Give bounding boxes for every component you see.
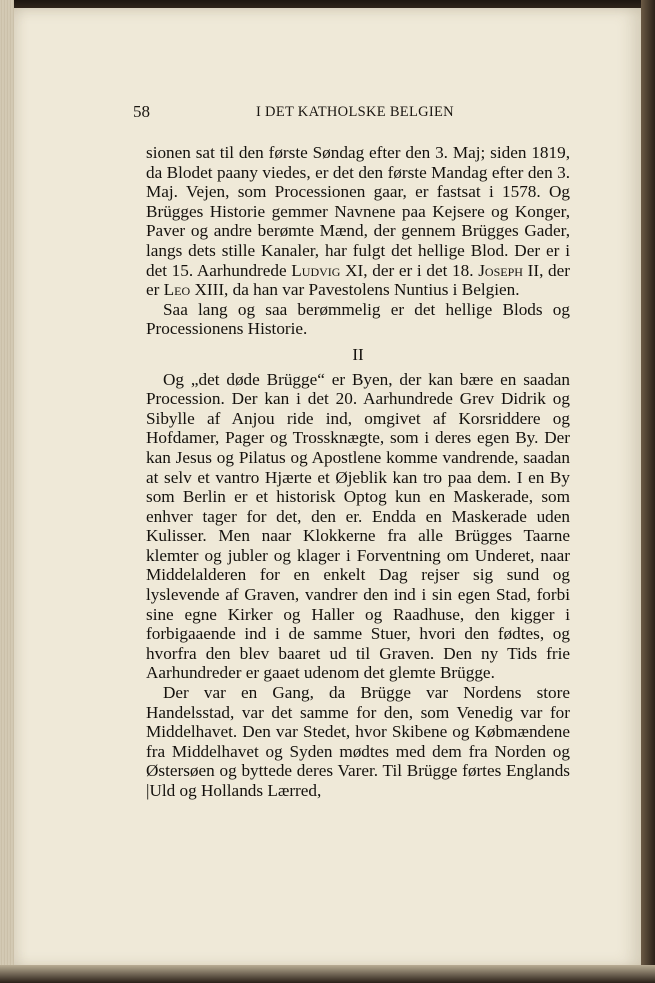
- name-ludvig: Ludvig: [291, 260, 341, 280]
- page-body: [146, 143, 570, 801]
- page-stack-edge: [0, 0, 14, 983]
- name-leo: Leo: [163, 280, 191, 300]
- paragraph-trade-city: Der var en Gang, da Brügge var Nordens store Handelsstad, var det samme for den, som Venedig var for Middelhavet. Den var Stedet, hvor Skibene og Købmændene fra Middelhavet og Syden mødtes med dem fra Norden og Østersøen og byttede deres Varer. Til Brügge førtes Englands |Uld og Hollands Lærred,: [146, 683, 570, 800]
- running-head: I DET KATHOLSKE BELGIEN: [256, 104, 454, 120]
- book-bottom-edge: [0, 965, 655, 983]
- section-heading: II: [352, 344, 364, 364]
- page-header: [133, 102, 563, 126]
- page-number: 58: [133, 102, 150, 121]
- paragraph-continuation: sionen sat til den første Søndag efter den 3. Maj; siden 1819, da Blodet paany viedes, er det den første Mandag efter den 3. Maj. Vejen, som Processionen gaar, er fastsat i 1578. Og Brügges Historie gemmer Navnene paa Kejsere og Konger, Paver og andre berømte Mænd, der gennem Brügges Gader, langs dets stille Kanaler, har fulgt det hellige Blod. Der er i det 15. Aarhundrede Ludvig XI, der er i det 18. Joseph II, der er Leo XIII, da han var Pavestolens Nuntius i Belgien.: [146, 143, 570, 300]
- name-joseph: Joseph: [478, 260, 523, 280]
- paragraph-dead-bruges: Og „det døde Brügge“ er Byen, der kan bære en saadan Procession. Der kan i det 20. Aarhundrede Grev Didrik og Sibylle af Anjou ride ind, omgivet af Korsriddere og Hofdamer, Pager og Trossknægte, som i deres egen By. Der kan Jesus og Pilatus og Apostlene komme vandrende, saadan at selv et vantro Hjærte et Øjeblik kan tro paa dem. I en By som Berlin er et historisk Optog kun en Maskerade, som enhver tager for det, den er. Endda en Maskerade uden Kulisser. Men naar Klokkerne fra alle Brügges Taarne klemter og jubler og klager i Forventning om Underet, naar Middelalderen for en enkelt Dag rejser sig sund og lyslevende af Graven, vandrer den ind i sin egen Stad, forbi sine egne Kirker og Haller og Raadhuse, den kigger i forbigaaende ind i de samme Stuer, hvori den fødtes, og hvorfra den blev baaret ud til Graven. Den ny Tids frie Aarhundreder er gaaet udenom det glemte Brügge.: [146, 369, 570, 683]
- paragraph-history: Saa lang og saa berømmelig er det hellige Blods og Processionens Historie.: [146, 299, 570, 339]
- book-cover-edge: [641, 0, 655, 983]
